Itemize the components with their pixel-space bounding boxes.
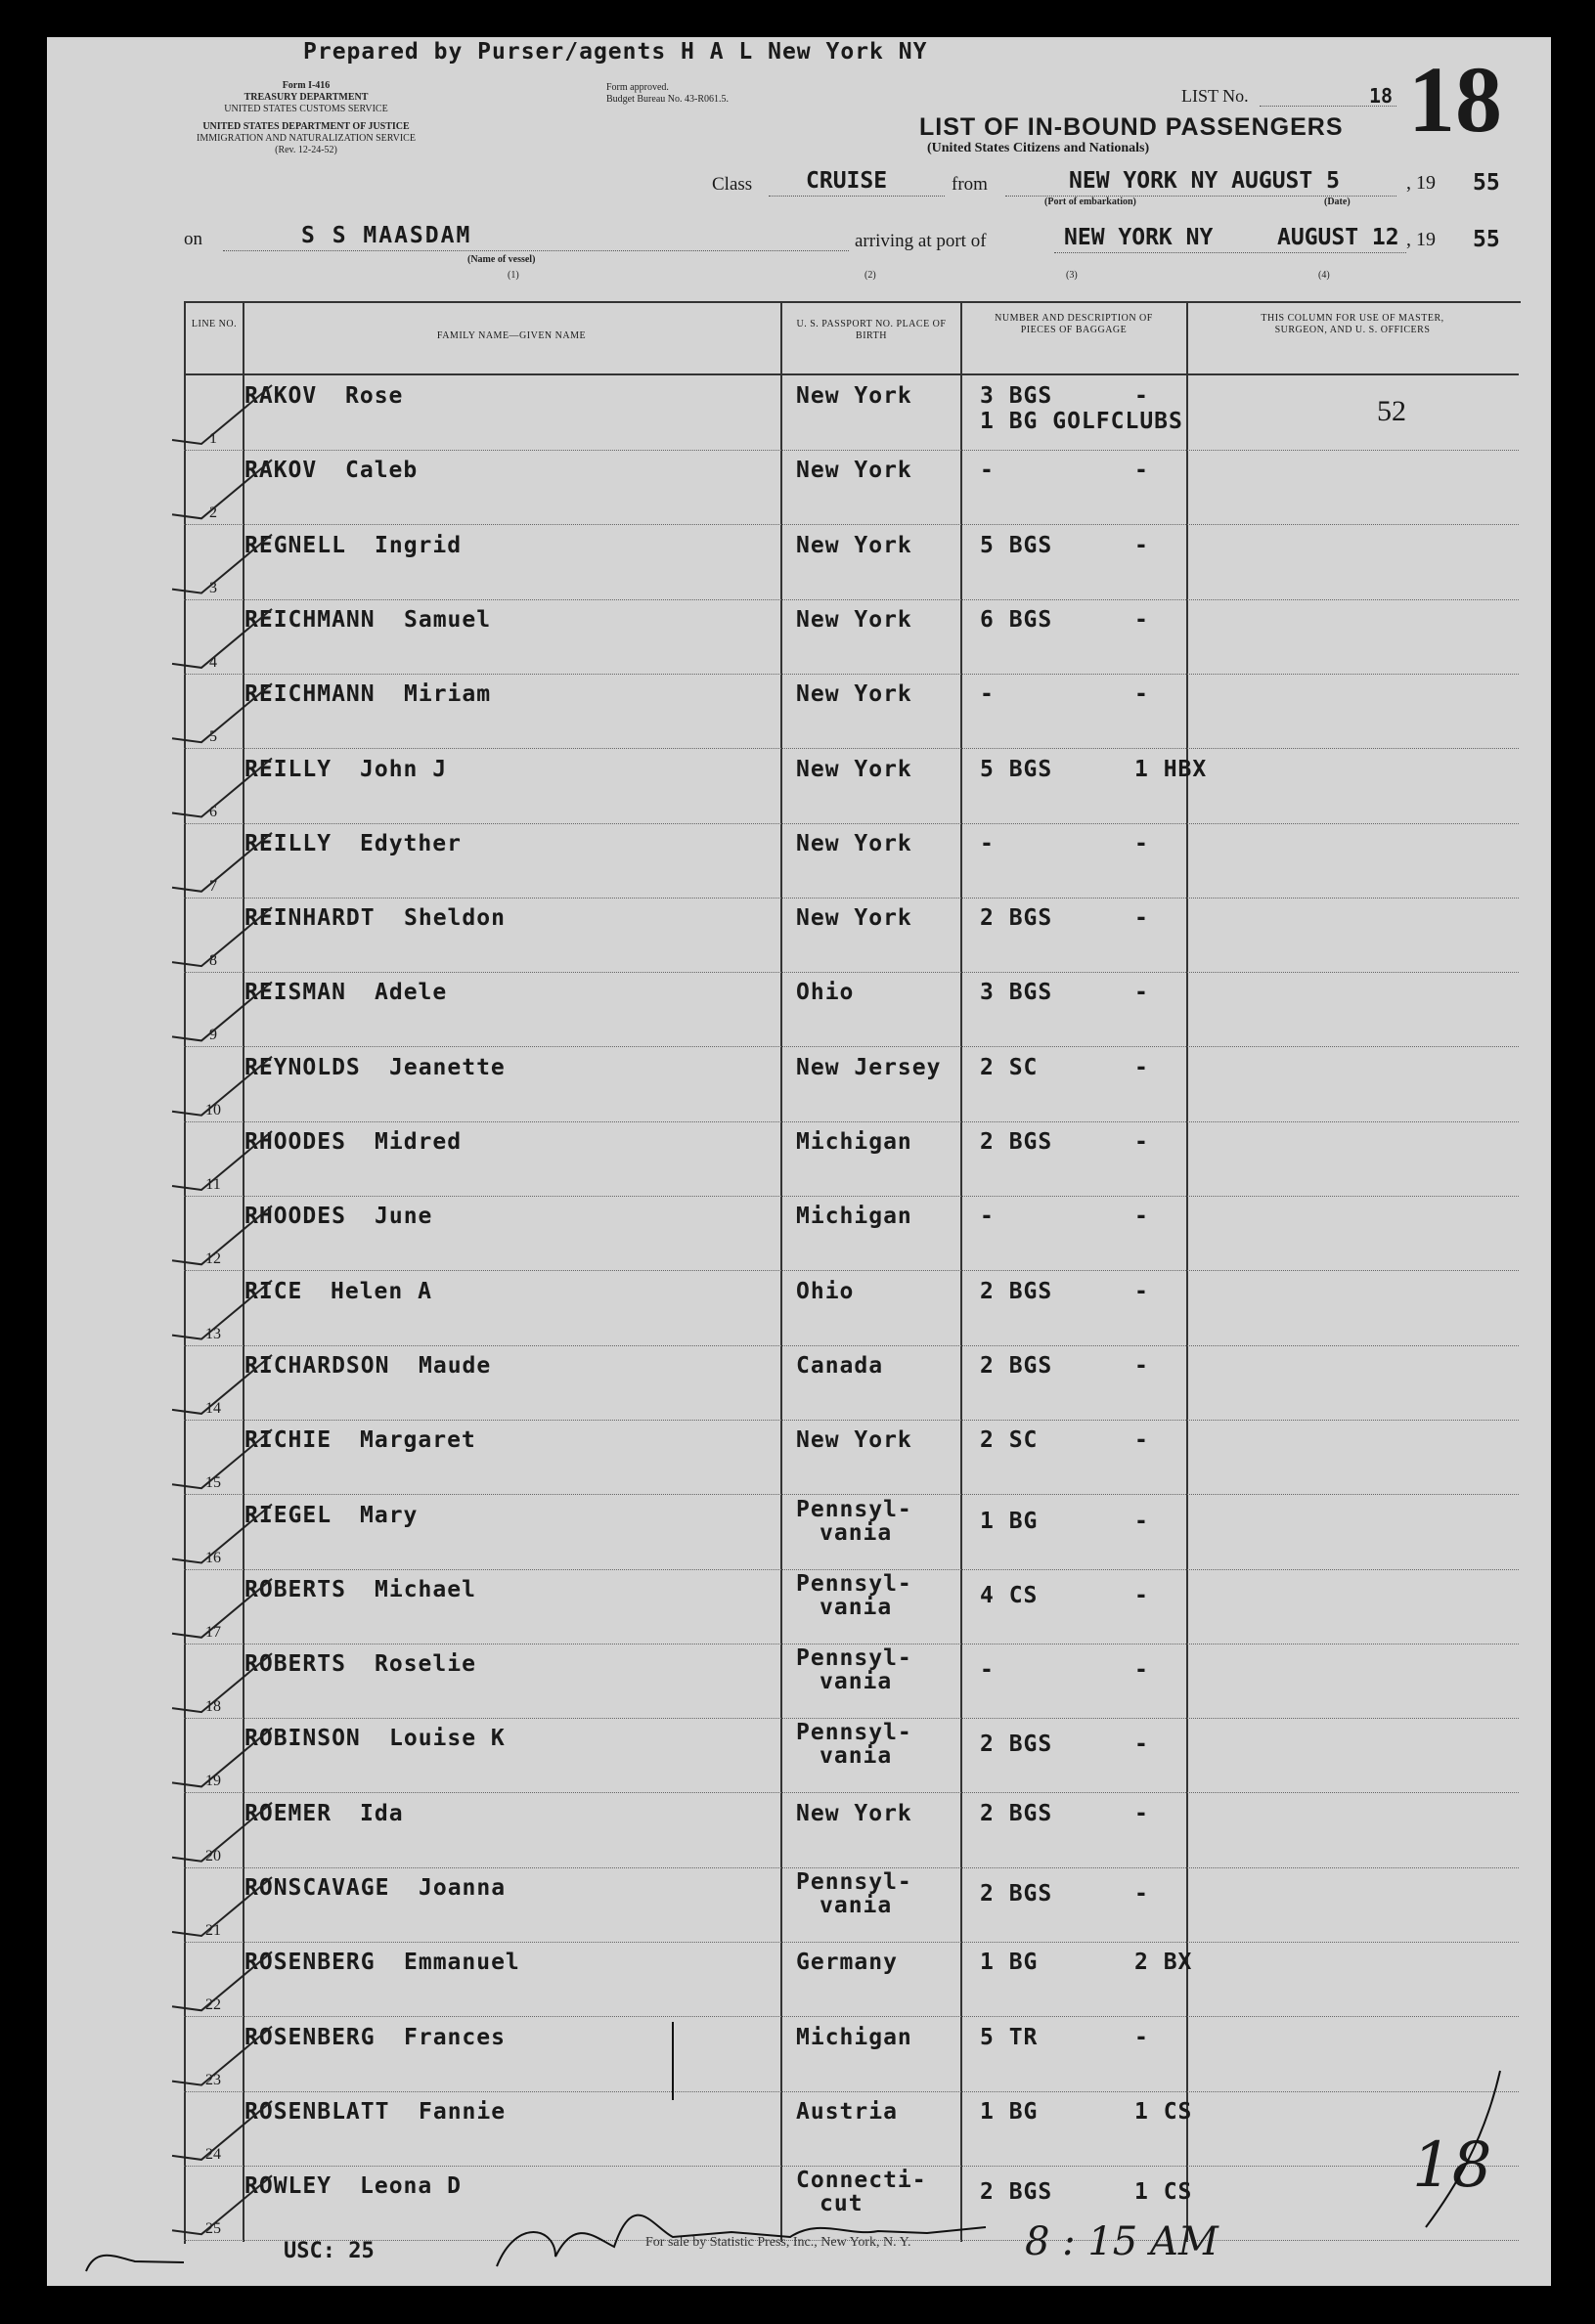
check-mark: [172, 1505, 272, 1563]
col-header-officers: THIS COLUMN FOR USE OF MASTER, SURGEON, AND U. S. OFFICERS: [1261, 313, 1444, 335]
form-line: (Rev. 12-24-52): [275, 145, 337, 155]
family-name: REYNOLDS: [244, 1054, 361, 1080]
from-value: NEW YORK NY AUGUST 5: [1069, 168, 1340, 194]
from-year-prefix: , 19: [1406, 172, 1436, 194]
family-name: RICE: [244, 1278, 303, 1304]
line-number: 2: [209, 504, 217, 522]
signature-scrawl: [497, 2215, 986, 2266]
check-mark: [172, 1877, 272, 1936]
baggage-extra: 1 BG GOLFCLUBS: [980, 409, 1183, 434]
col-header-baggage: NUMBER AND DESCRIPTION OF PIECES OF BAGGAGE: [995, 313, 1153, 335]
baggage-main: -: [980, 681, 995, 708]
line-number: 1: [209, 430, 217, 447]
given-name: Jeanette: [389, 1054, 506, 1080]
baggage-secondary: -: [1134, 1054, 1149, 1080]
place-of-birth: New Jersey: [796, 1054, 942, 1080]
check-mark: [172, 2101, 272, 2160]
place-of-birth: New York: [796, 830, 912, 856]
port-embark-caption: (Port of embarkation): [1044, 197, 1136, 207]
check-mark: [172, 535, 272, 593]
place-of-birth: New York: [796, 1427, 912, 1454]
place-of-birth: Austria: [796, 2098, 898, 2125]
baggage-main: 2 SC: [980, 1427, 1039, 1454]
place-of-birth: New York: [796, 606, 912, 633]
check-mark: [172, 385, 272, 444]
family-name: ROEMER: [244, 1800, 332, 1826]
list-subtitle: (United States Citizens and Nationals): [927, 141, 1150, 155]
form-approved-line: Budget Bureau No. 43-R061.5.: [606, 94, 729, 105]
baggage-main: 3 BGS: [980, 980, 1053, 1006]
given-name: Edyther: [360, 830, 462, 856]
baggage-secondary: -: [1134, 1278, 1149, 1304]
family-name: RAKOV: [244, 383, 318, 409]
baggage-secondary: -: [1134, 830, 1149, 856]
check-mark: [172, 907, 272, 966]
baggage-secondary: -: [1134, 1508, 1149, 1534]
baggage-main: -: [980, 1204, 995, 1230]
margin-bracket: [1426, 2071, 1500, 2227]
check-mark: [172, 1429, 272, 1488]
line-number: 9: [209, 1027, 217, 1044]
check-mark: [172, 609, 272, 668]
baggage-main: 2 BGS: [980, 905, 1053, 932]
given-name: Ingrid: [375, 532, 463, 558]
given-name: Samuel: [404, 606, 492, 633]
line-number: 15: [205, 1474, 221, 1492]
check-mark: [172, 1281, 272, 1339]
family-name: RIEGEL: [244, 1502, 332, 1528]
baggage-secondary: -: [1134, 905, 1149, 932]
arriving-date: AUGUST 12: [1277, 225, 1399, 250]
check-mark: [172, 1728, 272, 1786]
footer-stroke: [86, 2256, 184, 2271]
arriving-port: NEW YORK NY: [1064, 225, 1214, 250]
family-name: ROSENBERG: [244, 2024, 376, 2050]
col-header-name: FAMILY NAME—GIVEN NAME: [436, 330, 587, 341]
check-mark: [172, 833, 272, 892]
place-of-birth: New York: [796, 681, 912, 708]
line-number: 20: [205, 1847, 221, 1864]
col-num: (1): [508, 270, 519, 281]
place-of-birth-cont: vania: [820, 1893, 893, 1918]
place-of-birth: New York: [796, 458, 912, 484]
baggage-main: 2 BGS: [980, 2179, 1053, 2206]
class-value: CRUISE: [806, 168, 888, 194]
check-mark: [172, 1206, 272, 1264]
line-number: 6: [209, 803, 217, 820]
class-label: Class: [712, 174, 753, 195]
officer-note: 52: [1377, 395, 1406, 427]
given-name: Sheldon: [404, 905, 506, 932]
baggage-main: 5 TR: [980, 2024, 1039, 2050]
line-number: 10: [205, 1101, 221, 1118]
place-of-birth: Pennsyl-: [796, 1496, 912, 1522]
family-name: ROBERTS: [244, 1576, 346, 1602]
baggage-main: -: [980, 830, 995, 856]
family-name: RHOODES: [244, 1129, 346, 1155]
manifest-sheet: [47, 37, 1551, 2286]
place-of-birth: Pennsyl-: [796, 1869, 912, 1895]
check-mark: [172, 460, 272, 518]
family-name: RHOODES: [244, 1204, 346, 1230]
baggage-secondary: -: [1134, 1129, 1149, 1155]
family-name: RICHARDSON: [244, 1352, 390, 1379]
family-name: REILLY: [244, 756, 332, 782]
baggage-main: 1 BG: [980, 2098, 1039, 2125]
arriving-year: 55: [1473, 227, 1500, 252]
place-of-birth-cont: vania: [820, 1519, 893, 1546]
given-name: June: [375, 1204, 433, 1230]
place-of-birth: Michigan: [796, 1204, 912, 1230]
form-approved-line: Form approved.: [606, 82, 669, 93]
check-mark: [172, 2027, 272, 2085]
place-of-birth: New York: [796, 905, 912, 932]
handwritten-time: 8 : 15 AM: [1025, 2219, 1218, 2264]
family-name: RICHIE: [244, 1427, 332, 1454]
check-mark: [172, 2175, 272, 2234]
line-number: 21: [205, 1922, 221, 1939]
line-number: 18: [205, 1698, 221, 1716]
baggage-main: 6 BGS: [980, 606, 1053, 633]
list-no-small: 18: [1369, 84, 1394, 108]
check-mark: [172, 1803, 272, 1862]
family-name: REISMAN: [244, 980, 346, 1006]
vessel-caption: (Name of vessel): [467, 254, 536, 265]
form-line: IMMIGRATION AND NATURALIZATION SERVICE: [197, 133, 416, 144]
line-number: 25: [205, 2220, 221, 2238]
baggage-secondary: -: [1134, 1881, 1149, 1907]
place-of-birth: New York: [796, 756, 912, 782]
line-number: 4: [209, 653, 217, 671]
given-name: Mary: [360, 1502, 419, 1528]
family-name: REGNELL: [244, 532, 346, 558]
baggage-secondary: 1 HBX: [1134, 756, 1208, 782]
given-name: Caleb: [345, 458, 419, 484]
given-name: Maude: [419, 1352, 492, 1379]
list-title: LIST OF IN-BOUND PASSENGERS: [919, 113, 1344, 141]
given-name: Midred: [375, 1129, 463, 1155]
given-name: Margaret: [360, 1427, 476, 1454]
col-header-passport: U. S. PASSPORT NO. PLACE OF BIRTH: [796, 319, 947, 341]
place-of-birth: Pennsyl-: [796, 1570, 912, 1597]
line-number: 17: [205, 1623, 221, 1641]
baggage-secondary: -: [1134, 2024, 1149, 2050]
usc-count: USC: 25: [284, 2239, 375, 2263]
baggage-main: 4 CS: [980, 1582, 1039, 1608]
place-of-birth: Pennsyl-: [796, 1645, 912, 1672]
check-mark: [172, 1057, 272, 1116]
baggage-main: 2 BGS: [980, 1129, 1053, 1155]
baggage-secondary: -: [1134, 532, 1149, 558]
place-of-birth: Connecti-: [796, 2168, 927, 2194]
baggage-secondary: -: [1134, 606, 1149, 633]
check-mark: [172, 1131, 272, 1190]
check-mark: [172, 982, 272, 1040]
baggage-main: 5 BGS: [980, 756, 1053, 782]
form-line: UNITED STATES CUSTOMS SERVICE: [224, 104, 388, 114]
baggage-main: 1 BG: [980, 1950, 1039, 1976]
baggage-main: 2 BGS: [980, 1278, 1053, 1304]
baggage-secondary: -: [1134, 1657, 1149, 1684]
col-num: (3): [1066, 270, 1078, 281]
line-number: 19: [205, 1773, 221, 1790]
baggage-main: -: [980, 1657, 995, 1684]
place-of-birth-cont: vania: [820, 1669, 893, 1695]
handwriting-overlay: [47, 37, 1551, 2286]
baggage-secondary: -: [1134, 458, 1149, 484]
place-of-birth-cont: vania: [820, 1743, 893, 1770]
margin-mark: 18: [1412, 2129, 1492, 2202]
baggage-main: 2 SC: [980, 1054, 1039, 1080]
given-name: Adele: [375, 980, 448, 1006]
baggage-secondary: -: [1134, 383, 1149, 409]
given-name: Miriam: [404, 681, 492, 708]
baggage-main: 2 BGS: [980, 1881, 1053, 1907]
line-number: 16: [205, 1549, 221, 1566]
place-of-birth: Ohio: [796, 1278, 855, 1304]
list-no-label: LIST No.: [1181, 86, 1249, 106]
family-name: ROSENBLATT: [244, 2098, 390, 2125]
given-name: Fannie: [419, 2098, 507, 2125]
family-name: ROSENBERG: [244, 1950, 376, 1976]
baggage-main: 1 BG: [980, 1508, 1039, 1534]
family-name: REILLY: [244, 830, 332, 856]
given-name: Rose: [345, 383, 404, 409]
check-mark: [172, 683, 272, 742]
baggage-secondary: -: [1134, 681, 1149, 708]
baggage-secondary: 1 CS: [1134, 2179, 1193, 2206]
prepared-by: Prepared by Purser/agents H A L New York NY: [303, 39, 928, 65]
line-number: 23: [205, 2071, 221, 2088]
line-number: 14: [205, 1399, 221, 1417]
baggage-secondary: 1 CS: [1134, 2098, 1193, 2125]
check-mark: [172, 1653, 272, 1712]
from-label: from: [952, 174, 988, 195]
form-line: UNITED STATES DEPARTMENT OF JUSTICE: [202, 121, 410, 132]
place-of-birth: Canada: [796, 1352, 884, 1379]
baggage-secondary: -: [1134, 1582, 1149, 1608]
place-of-birth: New York: [796, 383, 912, 409]
family-name: REINHARDT: [244, 905, 376, 932]
family-name: RAKOV: [244, 458, 318, 484]
line-number: 5: [209, 728, 217, 746]
given-name: Helen A: [331, 1278, 432, 1304]
col-num: (2): [864, 270, 876, 281]
col-num: (4): [1318, 270, 1330, 281]
given-name: Frances: [404, 2024, 506, 2050]
line-number: 13: [205, 1325, 221, 1342]
place-of-birth: Ohio: [796, 980, 855, 1006]
check-mark: [172, 1355, 272, 1414]
form-line: Form I-416: [282, 80, 331, 91]
col-header-line: LINE NO.: [191, 319, 238, 329]
form-line: TREASURY DEPARTMENT: [244, 92, 369, 103]
baggage-main: -: [980, 458, 995, 484]
family-name: ROBINSON: [244, 1726, 361, 1752]
given-name: Joanna: [419, 1875, 507, 1901]
line-number: 22: [205, 1996, 221, 2014]
baggage-main: 5 BGS: [980, 532, 1053, 558]
place-of-birth: Michigan: [796, 1129, 912, 1155]
baggage-secondary: -: [1134, 1352, 1149, 1379]
arriving-label: arriving at port of: [855, 231, 987, 251]
given-name: Emmanuel: [404, 1950, 520, 1976]
given-name: Leona D: [360, 2173, 462, 2200]
family-name: RONSCAVAGE: [244, 1875, 390, 1901]
check-mark: [172, 1579, 272, 1638]
place-of-birth: Pennsyl-: [796, 1720, 912, 1746]
place-of-birth-cont: cut: [820, 2191, 864, 2217]
family-name: ROBERTS: [244, 1651, 346, 1678]
baggage-secondary: -: [1134, 1800, 1149, 1826]
line-number: 3: [209, 579, 217, 596]
from-year: 55: [1473, 170, 1500, 196]
baggage-main: 2 BGS: [980, 1800, 1053, 1826]
on-label: on: [184, 229, 202, 249]
given-name: Louise K: [389, 1726, 506, 1752]
baggage-secondary: -: [1134, 1732, 1149, 1758]
given-name: Michael: [375, 1576, 476, 1602]
place-of-birth: Germany: [796, 1950, 898, 1976]
list-no-big: 18: [1408, 47, 1502, 152]
line-number: 8: [209, 952, 217, 970]
line-number: 24: [205, 2145, 221, 2163]
family-name: REICHMANN: [244, 681, 376, 708]
baggage-secondary: -: [1134, 980, 1149, 1006]
place-of-birth: Michigan: [796, 2024, 912, 2050]
vessel-name: S S MAASDAM: [301, 223, 472, 248]
baggage-secondary: 2 BX: [1134, 1950, 1193, 1976]
check-mark: [172, 1951, 272, 2010]
printer-credit: For sale by Statistic Press, Inc., New York, N. Y.: [645, 2235, 911, 2250]
place-of-birth-cont: vania: [820, 1594, 893, 1620]
given-name: John J: [360, 756, 448, 782]
check-marks: [172, 385, 272, 2234]
baggage-secondary: -: [1134, 1204, 1149, 1230]
baggage-main: 3 BGS: [980, 383, 1053, 409]
place-of-birth: New York: [796, 1800, 912, 1826]
family-name: REICHMANN: [244, 606, 376, 633]
date-caption: (Date): [1324, 197, 1351, 207]
check-mark: [172, 759, 272, 817]
baggage-main: 2 BGS: [980, 1732, 1053, 1758]
baggage-secondary: -: [1134, 1427, 1149, 1454]
arriving-year-prefix: , 19: [1406, 229, 1436, 250]
line-number: 11: [205, 1176, 221, 1193]
given-name: Roselie: [375, 1651, 476, 1678]
line-number: 12: [205, 1250, 221, 1268]
given-name: Ida: [360, 1800, 404, 1826]
place-of-birth: New York: [796, 532, 912, 558]
family-name: ROWLEY: [244, 2173, 332, 2200]
baggage-main: 2 BGS: [980, 1352, 1053, 1379]
line-number: 7: [209, 877, 217, 895]
